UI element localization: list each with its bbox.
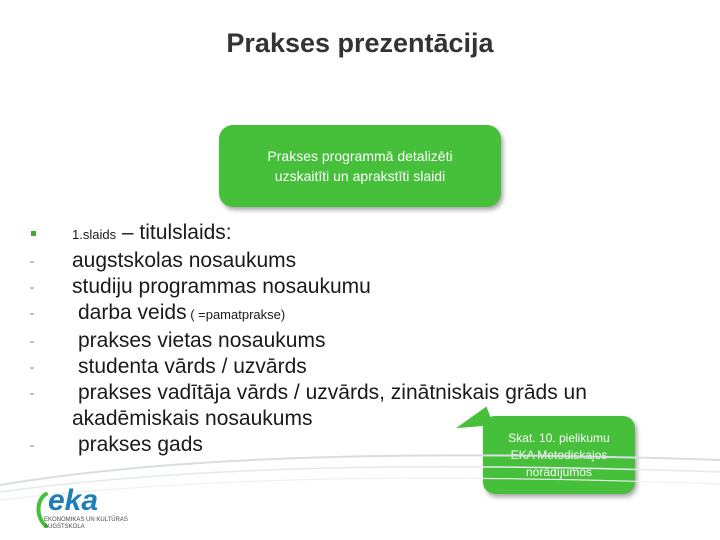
- logo-name: eka: [48, 484, 99, 517]
- callout-line-1: Skat. 10. pielikumu: [508, 430, 610, 445]
- list-item: [30, 248, 710, 274]
- list-item-text: augstskolas nosaukums: [72, 249, 297, 272]
- list-item-text: prakses vietas nosaukums: [78, 329, 326, 352]
- list-item: [30, 328, 710, 354]
- dash-bullet-icon: -: [30, 360, 34, 374]
- list-item: [30, 274, 710, 300]
- dash-bullet-icon: -: [30, 280, 34, 294]
- info-box-line-2: uzskaitīti un aprakstīti slaidi: [274, 168, 446, 184]
- list-item-text: – titulslaids:: [116, 221, 232, 244]
- list-item: [30, 220, 710, 248]
- dash-bullet-icon: -: [30, 386, 34, 400]
- dash-bullet-icon: -: [30, 306, 34, 320]
- logo-subtitle-line-1: EKONOMIKAS UN KULTŪRAS: [44, 517, 128, 523]
- list-item-text: studenta vārds / uzvārds: [78, 355, 307, 378]
- list-item-small-text: 1.slaids: [72, 227, 117, 242]
- info-box-line-1: Prakses programmā detalizēti: [267, 148, 453, 164]
- list-item: [30, 354, 710, 380]
- callout-line-3: norādījumos: [525, 464, 593, 479]
- callout-line-2: EKA Metodiskajos: [510, 447, 608, 462]
- square-bullet-icon: [31, 231, 36, 236]
- info-box: [219, 125, 501, 207]
- list-item: [30, 380, 710, 406]
- list-item-text: akadēmiskais nosaukums: [72, 407, 313, 430]
- slide-title: Prakses prezentācija: [226, 28, 494, 58]
- list-item-small-text: ( =pamatprakse): [186, 307, 286, 322]
- logo-subtitle: [44, 517, 128, 531]
- list-item-text: prakses vadītāja vārds / uzvārds, zinātniskais grāds un: [78, 381, 587, 404]
- logo-subtitle-line-2: AUGSTSKOLA: [44, 524, 85, 530]
- list-item-text: studiju programmas nosaukumu: [72, 275, 371, 298]
- list-item-text: prakses gads: [78, 433, 203, 456]
- list-item: [30, 300, 710, 328]
- dash-bullet-icon: -: [30, 438, 34, 452]
- list-item-text: darba veids: [78, 301, 187, 324]
- dash-bullet-icon: -: [30, 254, 34, 268]
- dash-bullet-icon: -: [30, 334, 34, 348]
